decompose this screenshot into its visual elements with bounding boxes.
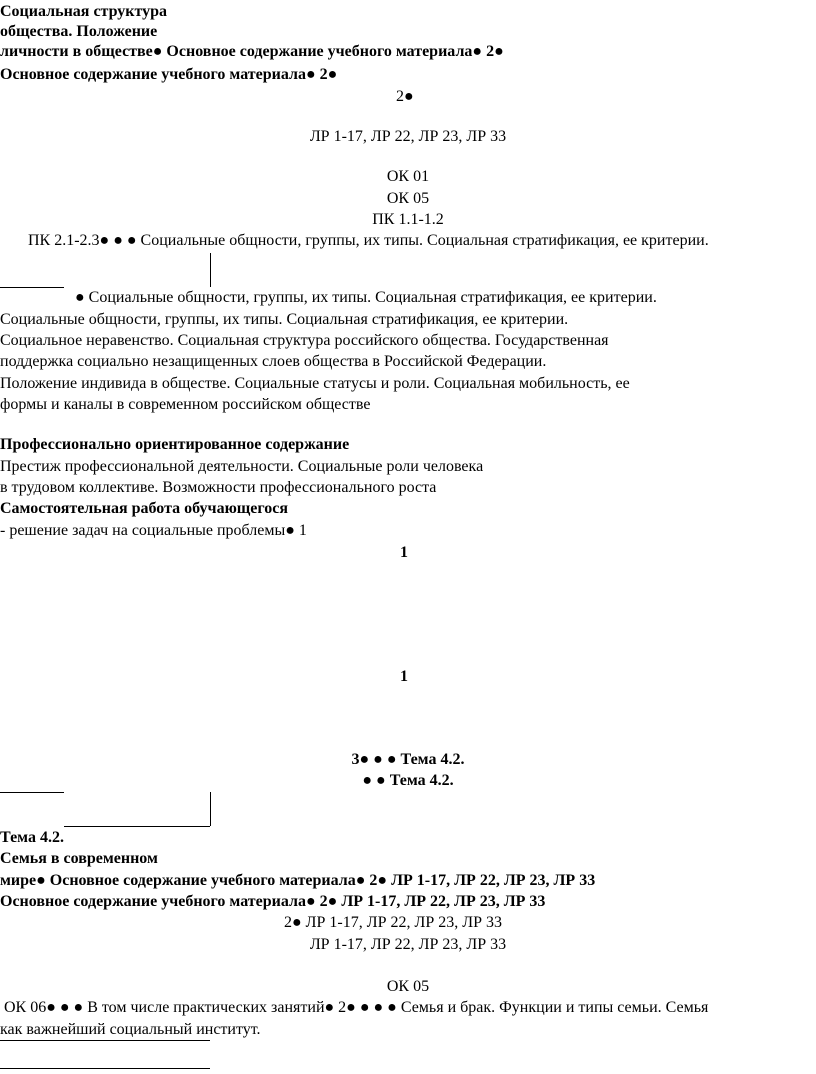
content-line-4: поддержка социально незащищенных слоев общества в Российской Федерации. [0, 353, 547, 370]
table-horizontal-rule-2a [0, 792, 64, 793]
topic-content-heading [0, 892, 545, 912]
section-title-line-2: общества. Положение [0, 23, 158, 40]
topic-content-line: как важнейший социальный институт. [0, 1021, 261, 1038]
topic-title-line-3 [0, 871, 595, 891]
professional-content-line-1: Престиж профессиональной деятельности. Социальные роли человека [0, 458, 484, 475]
hours-value: 2● [396, 88, 414, 105]
self-study-heading: Самостоятельная работа обучающегося [0, 500, 289, 517]
self-study-task [0, 521, 307, 541]
content-line-6: формы и каналы в современном российском обществе [0, 396, 371, 413]
table-vertical-rule-2 [210, 792, 211, 826]
pk-code-2-line: ПК 2.1-2.3● ● ● Социальные общности, группы, их типы. Социальная стратификация, ее критерии. [28, 232, 709, 249]
pk-code-1: ПК 1.1-1.2 [372, 211, 444, 228]
content-heading-line: Основное содержание учебного материала● 2● [0, 66, 338, 83]
lr-codes: ЛР 1-17, ЛР 22, ЛР 23, ЛР 33 [309, 128, 507, 145]
topic-title-line-2: Семья в современном [0, 850, 158, 867]
table-horizontal-rule-1 [0, 287, 64, 288]
section-title-line-3 [0, 42, 504, 62]
hours-value-2: 1 [400, 544, 408, 561]
table-vertical-rule-1 [210, 253, 211, 287]
content-line-1: ● Социальные общности, группы, их типы. Социальная стратификация, ее критерии. [75, 289, 657, 306]
table-horizontal-rule-3 [0, 1040, 210, 1041]
table-horizontal-rule-4 [0, 1068, 210, 1069]
topic-title-line-3-text: мире● Основное содержание учебного материала● 2● ЛР 1-17, ЛР 22, ЛР 23, ЛР 33 [0, 872, 596, 889]
self-study-task-text: - решение задач на социальные проблемы● 1 [0, 522, 307, 539]
content-line-3: Социальное неравенство. Социальная структура российского общества. Государственная [0, 332, 609, 349]
professional-content-line-2: в трудовом коллективе. Возможности профессионального роста [0, 479, 437, 496]
topic-hours-line: 2● ЛР 1-17, ЛР 22, ЛР 23, ЛР 33 [284, 914, 502, 931]
hours-value-3: 1 [400, 668, 408, 685]
professional-content-heading: Профессионально ориентированное содержание [0, 436, 350, 453]
content-line-2: Социальные общности, группы, их типы. Социальная стратификация, ее критерии. [0, 311, 569, 328]
section-title-line-1: Социальная структура [0, 3, 168, 20]
section-title-line-3-text: личности в обществе● Основное содержание учебного материала● 2● [0, 43, 504, 60]
topic-lr-codes: ЛР 1-17, ЛР 22, ЛР 23, ЛР 33 [309, 936, 507, 953]
topic-ok-code-1: ОК 05 [386, 978, 430, 995]
topic-ref-line-1 [0, 750, 816, 770]
topic-ok-code-2-line [4, 998, 708, 1018]
topic-content-heading-text: Основное содержание учебного материала● 2● ЛР 1-17, ЛР 22, ЛР 23, ЛР 33 [0, 893, 546, 910]
topic-ref-line-1-text: 3● ● ● Тема 4.2. [351, 751, 465, 768]
content-line-5: Положение индивида в обществе. Социальные статусы и роли. Социальная мобильность, ее [0, 375, 630, 392]
topic-title-line-1: Тема 4.2. [0, 829, 64, 846]
table-horizontal-rule-2b [64, 826, 210, 827]
topic-ok-code-2-text: ОК 06● ● ● В том числе практических занятий● 2● ● ● ● Семья и брак. Функции и типы семьи. Семья [4, 999, 709, 1016]
ok-code-2: ОК 05 [386, 190, 430, 207]
ok-code-1: ОК 01 [386, 168, 430, 185]
topic-ref-line-2: ● ● Тема 4.2. [362, 772, 454, 789]
